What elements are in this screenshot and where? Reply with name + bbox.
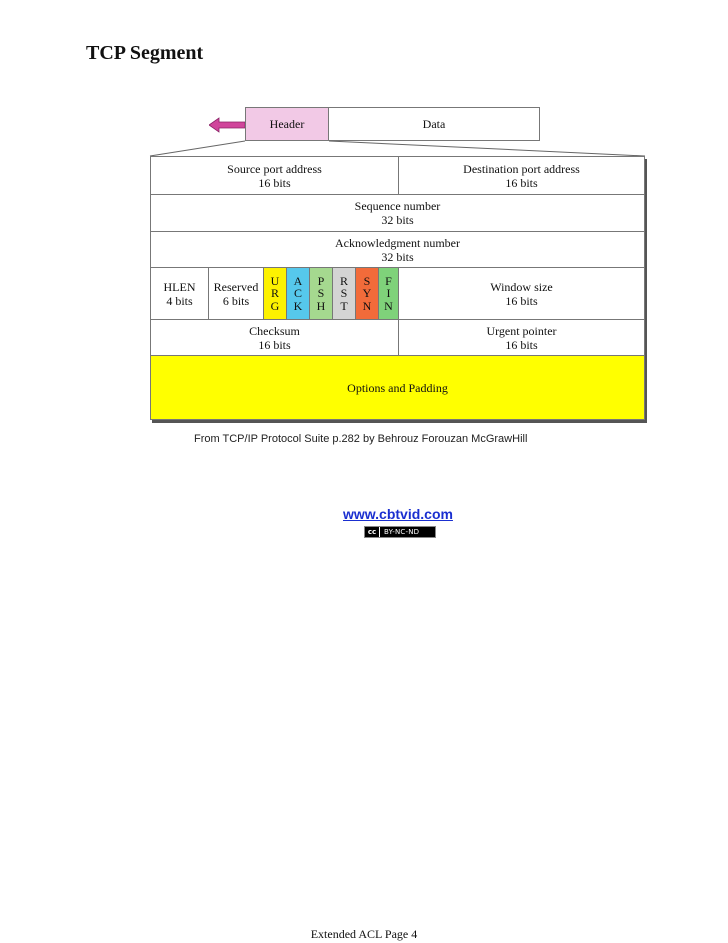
window-size-label: Window size <box>490 279 553 294</box>
dest-port-field <box>398 157 644 194</box>
flag-psh-letter: P <box>317 273 325 288</box>
figure-caption: From TCP/IP Protocol Suite p.282 by Behrouz Forouzan McGrawHill <box>194 433 528 445</box>
packet-data-label: Data <box>422 116 446 131</box>
packet-data-block <box>329 107 540 141</box>
flag-ack <box>286 267 309 319</box>
source-port-label: Source port address <box>227 161 322 176</box>
urgent-pointer-field <box>398 319 644 355</box>
ack-number-bits: 32 bits <box>381 249 414 264</box>
flag-urg-letter: U <box>270 273 280 288</box>
tcp-header-diagram <box>150 156 645 420</box>
flag-fin-letter: I <box>386 286 391 301</box>
sequence-label: Sequence number <box>354 199 441 213</box>
urgent-pointer-label: Urgent pointer <box>486 323 557 338</box>
left-arrow-icon <box>209 117 245 133</box>
dest-port-bits: 16 bits <box>505 175 538 190</box>
hlen-field <box>151 267 208 319</box>
flag-syn-letter: S <box>363 273 371 288</box>
page-heading: TCP Segment <box>86 42 204 64</box>
window-size-field <box>398 267 644 319</box>
options-padding-field <box>151 355 644 419</box>
flag-psh-letter: H <box>316 298 326 313</box>
flag-syn-letter: Y <box>362 286 372 301</box>
flag-rst-letter: T <box>340 298 348 313</box>
ack-number-field <box>151 231 644 267</box>
options-padding-label: Options and Padding <box>347 380 448 395</box>
cc-icon: cc <box>365 527 380 537</box>
source-port-bits: 16 bits <box>258 175 291 190</box>
urgent-pointer-bits: 16 bits <box>505 337 538 352</box>
license-badge[interactable] <box>364 526 436 538</box>
ack-number-label: Acknowledgment number <box>335 235 460 250</box>
flag-rst <box>332 267 355 319</box>
checksum-field <box>151 319 398 355</box>
flag-fin <box>378 267 398 319</box>
flag-urg <box>263 267 286 319</box>
license-badge-text: BY-NC-ND <box>384 528 420 536</box>
flag-fin-letter: N <box>384 298 393 313</box>
flag-fin-letter: F <box>385 273 392 288</box>
flag-urg-letter: G <box>270 298 280 313</box>
flag-ack-letter: C <box>293 286 302 301</box>
flag-psh <box>309 267 332 319</box>
website-link[interactable]: www.cbtvid.com <box>343 506 453 522</box>
flag-ack-letter: A <box>293 273 303 288</box>
packet-header-label: Header <box>269 116 305 131</box>
flag-psh-letter: S <box>317 286 325 301</box>
packet-header-block <box>245 107 329 141</box>
checksum-bits: 16 bits <box>258 337 291 352</box>
flag-urg-letter: R <box>270 286 279 301</box>
flag-syn <box>355 267 378 319</box>
hlen-bits: 4 bits <box>166 293 193 308</box>
reserved-label: Reserved <box>213 279 259 294</box>
page-footer: Extended ACL Page 4 <box>310 927 418 941</box>
reserved-bits: 6 bits <box>222 293 250 308</box>
flag-rst-letter: S <box>340 286 348 301</box>
reserved-field <box>208 267 263 319</box>
flag-ack-letter: K <box>293 298 303 313</box>
sequence-number-field <box>151 194 644 231</box>
sequence-bits: 32 bits <box>381 213 414 227</box>
header-expansion-lines <box>0 0 728 170</box>
flag-syn-letter: N <box>362 298 372 313</box>
window-size-bits: 16 bits <box>505 293 538 308</box>
source-port-field <box>151 157 398 194</box>
hlen-label: HLEN <box>163 279 196 294</box>
checksum-label: Checksum <box>249 323 300 338</box>
flag-rst-letter: R <box>339 273 348 288</box>
dest-port-label: Destination port address <box>463 161 580 176</box>
